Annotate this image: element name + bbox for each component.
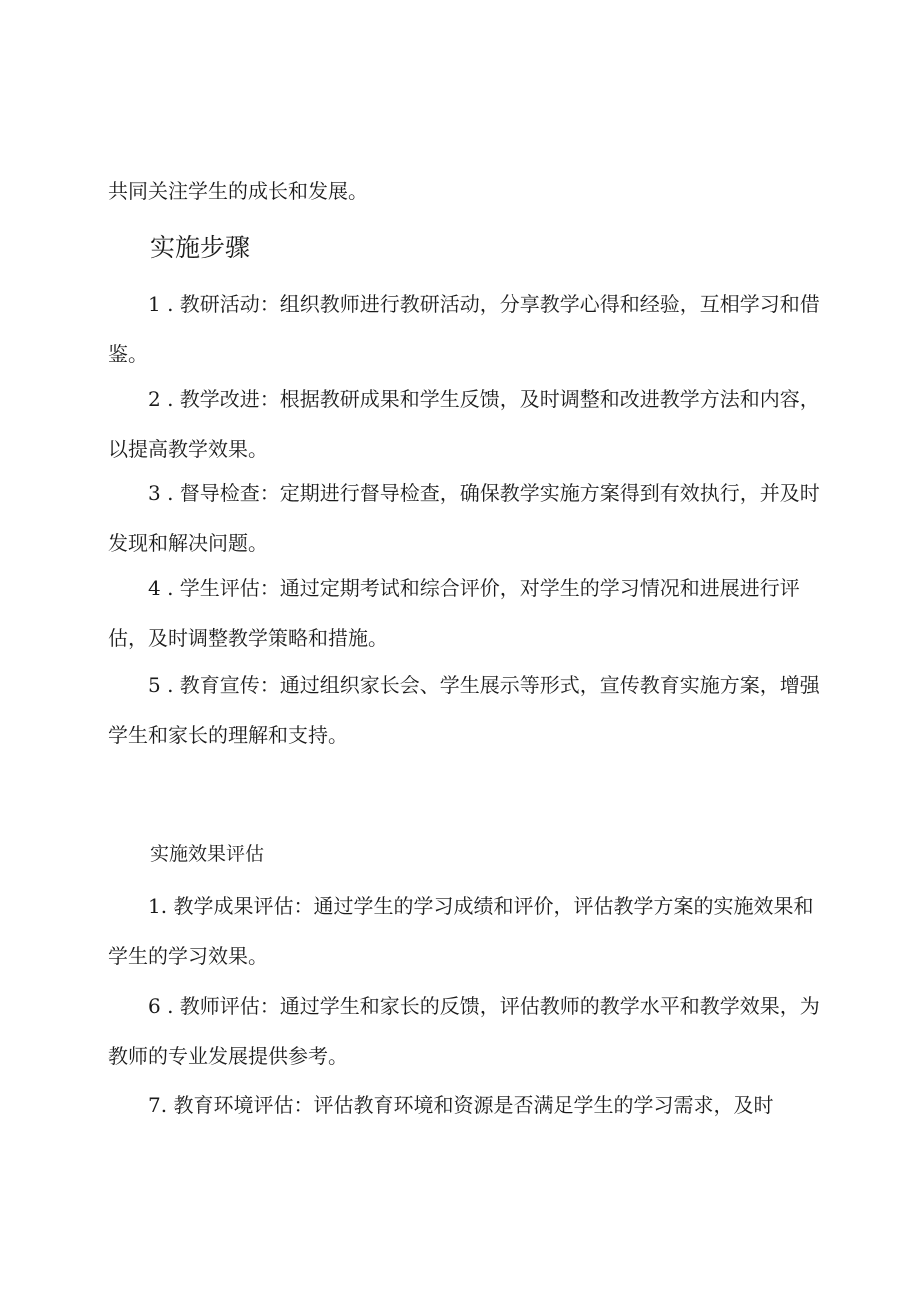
evaluation-item-1: 1. 教学成果评估：通过学生的学习成绩和评价，评估教学方案的实施效果和学生的学习效果。 xyxy=(108,894,814,968)
step-item-1: 1 . 教研活动：组织教师进行教研活动，分享教学心得和经验，互相学习和借鉴。 xyxy=(108,292,820,366)
step-item-3: 3 . 督导检查：定期进行督导检查，确保教学实施方案得到有效执行，并及时发现和解决问题。 xyxy=(108,481,820,555)
step-item-5: 5 . 教育宣传：通过组织家长会、学生展示等形式，宣传教育实施方案，增强学生和家长的理解和支持。 xyxy=(108,673,820,747)
step-item-4: 4 . 学生评估：通过定期考试和综合评价，对学生的学习情况和进展进行评估，及时调整教学策略和措施。 xyxy=(108,576,800,650)
evaluation-item-7: 7. 教育环境评估：评估教育环境和资源是否满足学生的学习需求，及时 xyxy=(148,1093,774,1117)
evaluation-item-6: 6 . 教师评估：通过学生和家长的反馈，评估教师的教学水平和教学效果，为教师的专业发展提供参考。 xyxy=(108,994,820,1068)
continuation-paragraph: 共同关注学生的成长和发展。 xyxy=(108,179,368,203)
section-heading-implementation-steps: 实施步骤 xyxy=(150,233,251,262)
section-heading-effect-evaluation: 实施效果评估 xyxy=(150,843,265,865)
step-item-2: 2 . 教学改进：根据教研成果和学生反馈，及时调整和改进教学方法和内容，以提高教学效果。 xyxy=(108,387,820,461)
